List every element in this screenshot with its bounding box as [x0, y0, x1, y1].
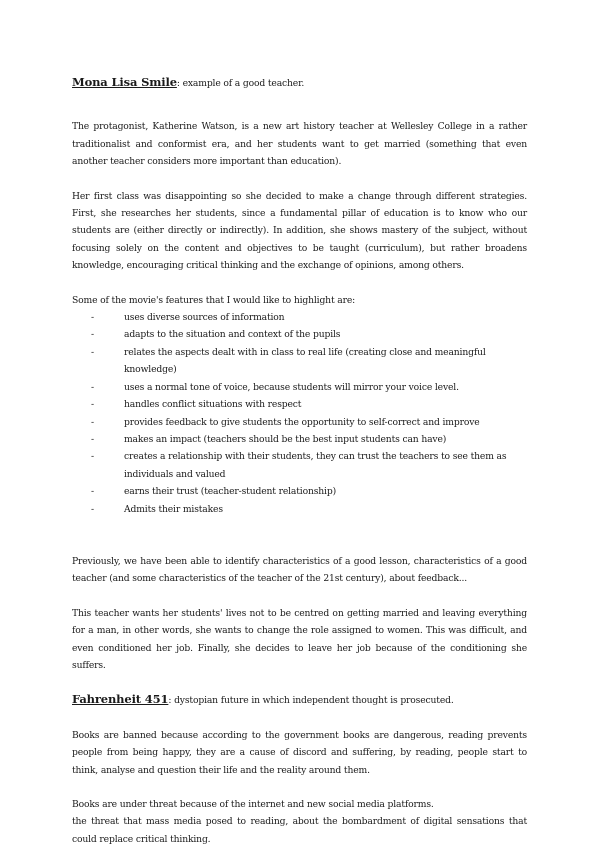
section-heading-mona-lisa — [72, 74, 527, 92]
paragraph-teacher-wants: This teacher wants her students' lives not to be centred on getting married and leaving everything for a man, in other words, she wants to change the role assigned to women. This was difficult, and even conditioned her job. Finally, she decides to leave her job because of the conditioning she suffers. — [72, 607, 527, 671]
paragraph-protagonist: The protagonist, Katherine Watson, is a new art history teacher at Wellesley College in a rather traditionalist and conformist era, and her students want to get married (something that even another teacher considers more important than education). — [72, 121, 527, 168]
paragraph-books-banned: Books are banned because according to the government books are dangerous, reading prevents people from being happy, they are a cause of discord and suffering, by reading, people start to think, analyse and question their life and the reality around them. — [72, 729, 527, 776]
list-item: - uses diverse sources of information — [91, 309, 527, 326]
section-subtitle: : example of a good teacher. — [176, 78, 305, 89]
list-item: - adapts to the situation and context of the pupils — [91, 326, 527, 343]
paragraph-first-class: Her first class was disappointing so she decided to make a change through different strategies. First, she researches her students, since a fundamental pillar of education is to know who our students are (either directly or indirectly). In addition, she shows mastery of the subject, without focusing solely on the content and objectives to be taught (curriculum), but rather broadens knowledge, encouraging critical thinking and the exchange of opinions, among others. — [72, 190, 527, 272]
section-title: Fahrenheit 451 — [72, 692, 169, 707]
paragraph-list-intro: Some of the movie's features that I would like to highlight are: — [72, 294, 356, 306]
paragraph-previously: Previously, we have been able to identify characteristics of a good lesson, characteristics of a good teacher (and some characteristics of the teacher of the 21st century), about feedback... — [72, 555, 527, 585]
list-item: - relates the aspects dealt with in class to real life (creating close and meaningful knowledge) — [91, 344, 527, 379]
section-heading-fahrenheit — [72, 691, 527, 709]
list-item: - makes an impact (teachers should be the best input students can have) — [91, 431, 527, 448]
paragraph-mass-media: the threat that mass media posed to reading, about the bombardment of digital sensations that could replace critical thinking. — [72, 816, 527, 845]
list-item: - creates a relationship with their students, they can trust the teachers to see them as individuals and valued — [91, 448, 527, 483]
list-item: - Admits their mistakes — [91, 501, 527, 518]
paragraph-books-threat: Books are under threat because of the internet and new social media platforms. — [72, 799, 434, 810]
list-item: - handles conflict situations with respect — [91, 396, 527, 413]
features-list — [72, 309, 527, 518]
section-subtitle: : dystopian future in which independent thought is prosecuted. — [168, 695, 454, 707]
section-title: Mona Lisa Smile — [72, 75, 177, 89]
list-item: - provides feedback to give students the opportunity to self-correct and improve — [91, 414, 527, 431]
list-item: - earns their trust (teacher-student relationship) — [91, 483, 527, 500]
document-page — [72, 74, 527, 848]
list-item: - uses a normal tone of voice, because students will mirror your voice level. — [91, 379, 527, 396]
